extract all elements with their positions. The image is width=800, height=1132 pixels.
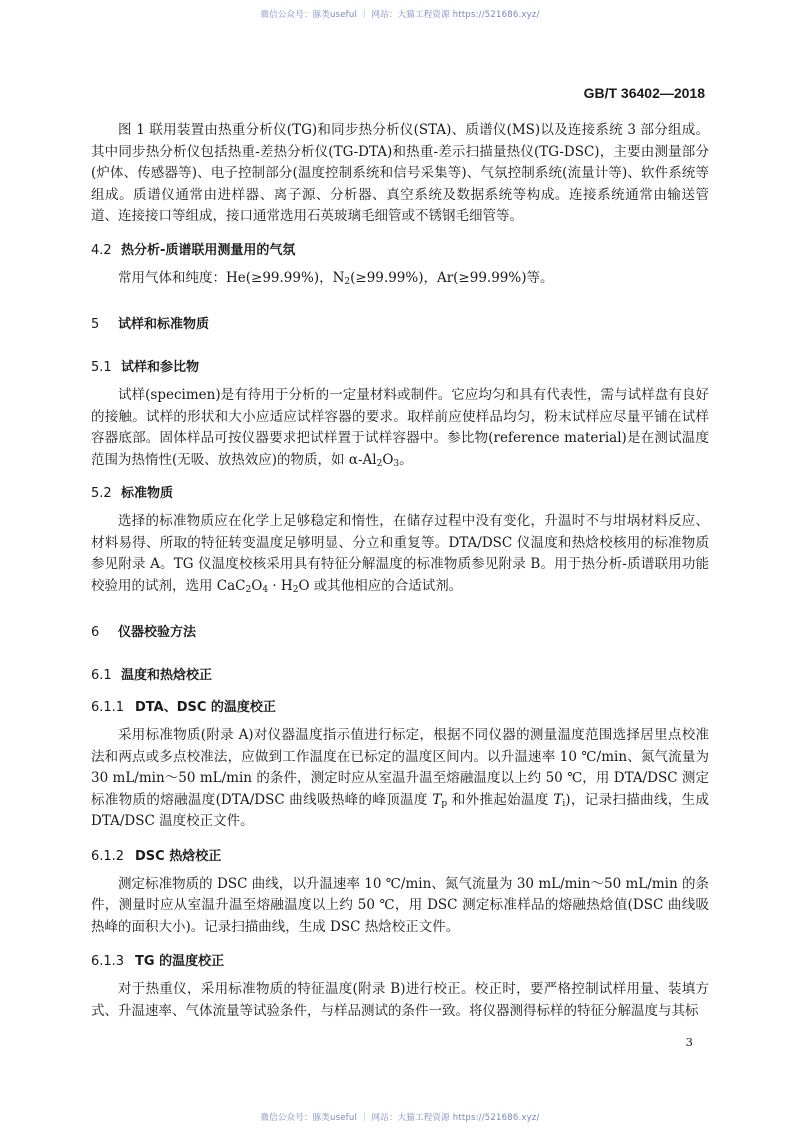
watermark-bottom: 微信公众号：豚类useful ｜ 网站：大猫工程资源 https://521686.xyz/ bbox=[260, 1113, 540, 1123]
paragraph-text: 采用标准物质(附录 A)对仪器温度指示值进行标定，根据不同仪器的测量温度范围选择居里点校准法和两点或多点校准法，应做到工作温度在已标定的温度区间内。以升温速率 10 ℃/min、氮气流量为 30 mL/min～50 mL/min 的条件，测定时应从室温升温至熔融温度以上约 50 ℃，用 DTA/DSC 测定标准物质的熔融温度(DTA/DSC 曲线吸热峰的峰顶温度 bbox=[91, 727, 709, 808]
standard-material-paragraph bbox=[91, 511, 709, 597]
heading-title: TG 的温度校正 bbox=[135, 954, 225, 969]
heading-5-1 bbox=[91, 356, 709, 375]
heading-number: 6.1.3 bbox=[91, 954, 125, 969]
page-number: 3 bbox=[685, 1035, 693, 1049]
gas-text-end: (≥99.99%)，Ar(≥99.99%)等。 bbox=[350, 269, 554, 286]
document-number: GB/T 36402—2018 bbox=[583, 85, 705, 101]
paragraph-text: )，记录扫描曲线，生成 DTA/DSC 温度校正文件。 bbox=[91, 791, 709, 829]
subscript: 2 bbox=[292, 584, 299, 595]
heading-6-1-2 bbox=[91, 845, 709, 864]
paragraph-text: 。 bbox=[399, 451, 413, 468]
heading-6-1-1 bbox=[91, 696, 709, 715]
heading-title: 仪器校验方法 bbox=[118, 625, 197, 640]
heading-5-2 bbox=[91, 482, 709, 501]
heading-title: 标准物质 bbox=[121, 486, 174, 501]
heading-title: DTA、DSC 的温度校正 bbox=[135, 700, 276, 715]
paragraph-text: 和外推起始温度 bbox=[447, 791, 554, 808]
paragraph-text: O bbox=[251, 577, 263, 594]
paragraph-text: O bbox=[382, 451, 394, 468]
heading-number: 4.2 bbox=[91, 242, 112, 258]
watermark-top: 微信公众号：豚类useful ｜ 网站：大猫工程资源 https://521686.xyz/ bbox=[260, 10, 540, 20]
heading-6-1-3 bbox=[91, 950, 709, 969]
gas-paragraph bbox=[91, 268, 709, 290]
heading-number: 6.1.1 bbox=[91, 700, 125, 715]
paragraph-text: 试样(specimen)是有待用于分析的一定量材料或制件。它应均匀和具有代表性，需与试样盘有良好的接触。试样的形状和大小应适应试样容器的要求。取样前应使样品均匀，粉末试样应尽量平铺在试样容器底部。固体样品可按仪器要求把试样置于试样容器中。参比物(reference material)是在测试温度范围为热惰性(无吸、放热效应)的物质，如 α-Al bbox=[91, 387, 709, 468]
tg-calibration-paragraph: 对于热重仪，采用标准物质的特征温度(附录 B)进行校正。校正时，要严格控制试样用量、装填方式、升温速率、气体流量等试验条件，与样品测试的条件一致。将仪器测得标样的特征分解温度与其标 bbox=[91, 981, 709, 1019]
heading-title: 试样和参比物 bbox=[121, 360, 200, 375]
subscript: 3 bbox=[393, 458, 400, 469]
heading-number: 5 bbox=[91, 317, 100, 332]
intro-paragraph: 图 1 联用装置由热重分析仪(TG)和同步热分析仪(STA)、质谱仪(MS)以及连接系统 3 部分组成。其中同步热分析仪包括热重-差热分析仪(TG-DTA)和热重-差示扫描量热仪(TG-DSC)，主要由测量部分(炉体、传感器等)、电子控制部分(温度控制系统和信号采集等)、气氛控制系统(流量计等)、软件系统等组成。质谱仪通常由进样器、离子源、分析器、真空系统及数据系统等构成。连接系统通常由输送管道、连接接口等组成，接口通常选用石英玻璃毛细管或不锈钢毛细管等。 bbox=[91, 122, 709, 224]
heading-4-2 bbox=[91, 239, 709, 258]
heading-6-1 bbox=[91, 664, 709, 683]
heading-title: 热分析-质谱联用测量用的气氛 bbox=[121, 242, 296, 258]
paragraph-text: O 或其他相应的合适试剂。 bbox=[298, 577, 463, 594]
symbol-t: T bbox=[432, 791, 442, 808]
specimen-paragraph bbox=[91, 385, 709, 471]
page-content bbox=[91, 120, 709, 1022]
heading-number: 5.2 bbox=[91, 486, 112, 501]
subscript: 2 bbox=[344, 276, 351, 287]
heading-number: 6.1 bbox=[91, 668, 112, 683]
subscript: 2 bbox=[376, 458, 383, 469]
heading-title: DSC 热焓校正 bbox=[135, 848, 222, 864]
subscript: p bbox=[441, 798, 448, 809]
subscript: 2 bbox=[245, 584, 252, 595]
heading-title: 温度和热焓校正 bbox=[121, 668, 213, 683]
heading-number: 6.1.2 bbox=[91, 848, 125, 864]
heading-5 bbox=[91, 313, 709, 332]
enthalpy-calibration-paragraph: 测定标准物质的 DSC 曲线，以升温速率 10 ℃/min、氮气流量为 30 mL/min～50 mL/min 的条件，测量时应从室温升温至熔融温度以上约 50 ℃，用 DSC 测定标准样品的熔融热焓值(DSC 曲线吸热峰的面积大小)。记录扫描曲线，生成 DSC 热焓校正文件。 bbox=[91, 875, 709, 935]
paragraph-text: · H bbox=[268, 577, 293, 594]
heading-6 bbox=[91, 621, 709, 640]
gas-text: 常用气体和纯度：He(≥99.99%)，N bbox=[118, 269, 345, 286]
heading-title: 试样和标准物质 bbox=[118, 317, 210, 332]
temperature-calibration-paragraph bbox=[91, 725, 709, 833]
heading-number: 5.1 bbox=[91, 360, 112, 375]
paragraph-text: 选择的标准物质应在化学上足够稳定和惰性，在储存过程中没有变化，升温时不与坩埚材料反应、材料易得、所取的特征转变温度足够明显、分立和重复等。DTA/DSC 仪温度和热焓校核用的标准物质参见附录 A。TG 仪温度校核采用具有特征分解温度的标准物质参见附录 B。用于热分析-质谱联用功能校验用的试剂，选用 CaC bbox=[91, 513, 709, 594]
symbol-t: T bbox=[553, 791, 563, 808]
subscript: i bbox=[562, 798, 566, 809]
heading-number: 6 bbox=[91, 625, 100, 640]
subscript: 4 bbox=[262, 584, 269, 595]
